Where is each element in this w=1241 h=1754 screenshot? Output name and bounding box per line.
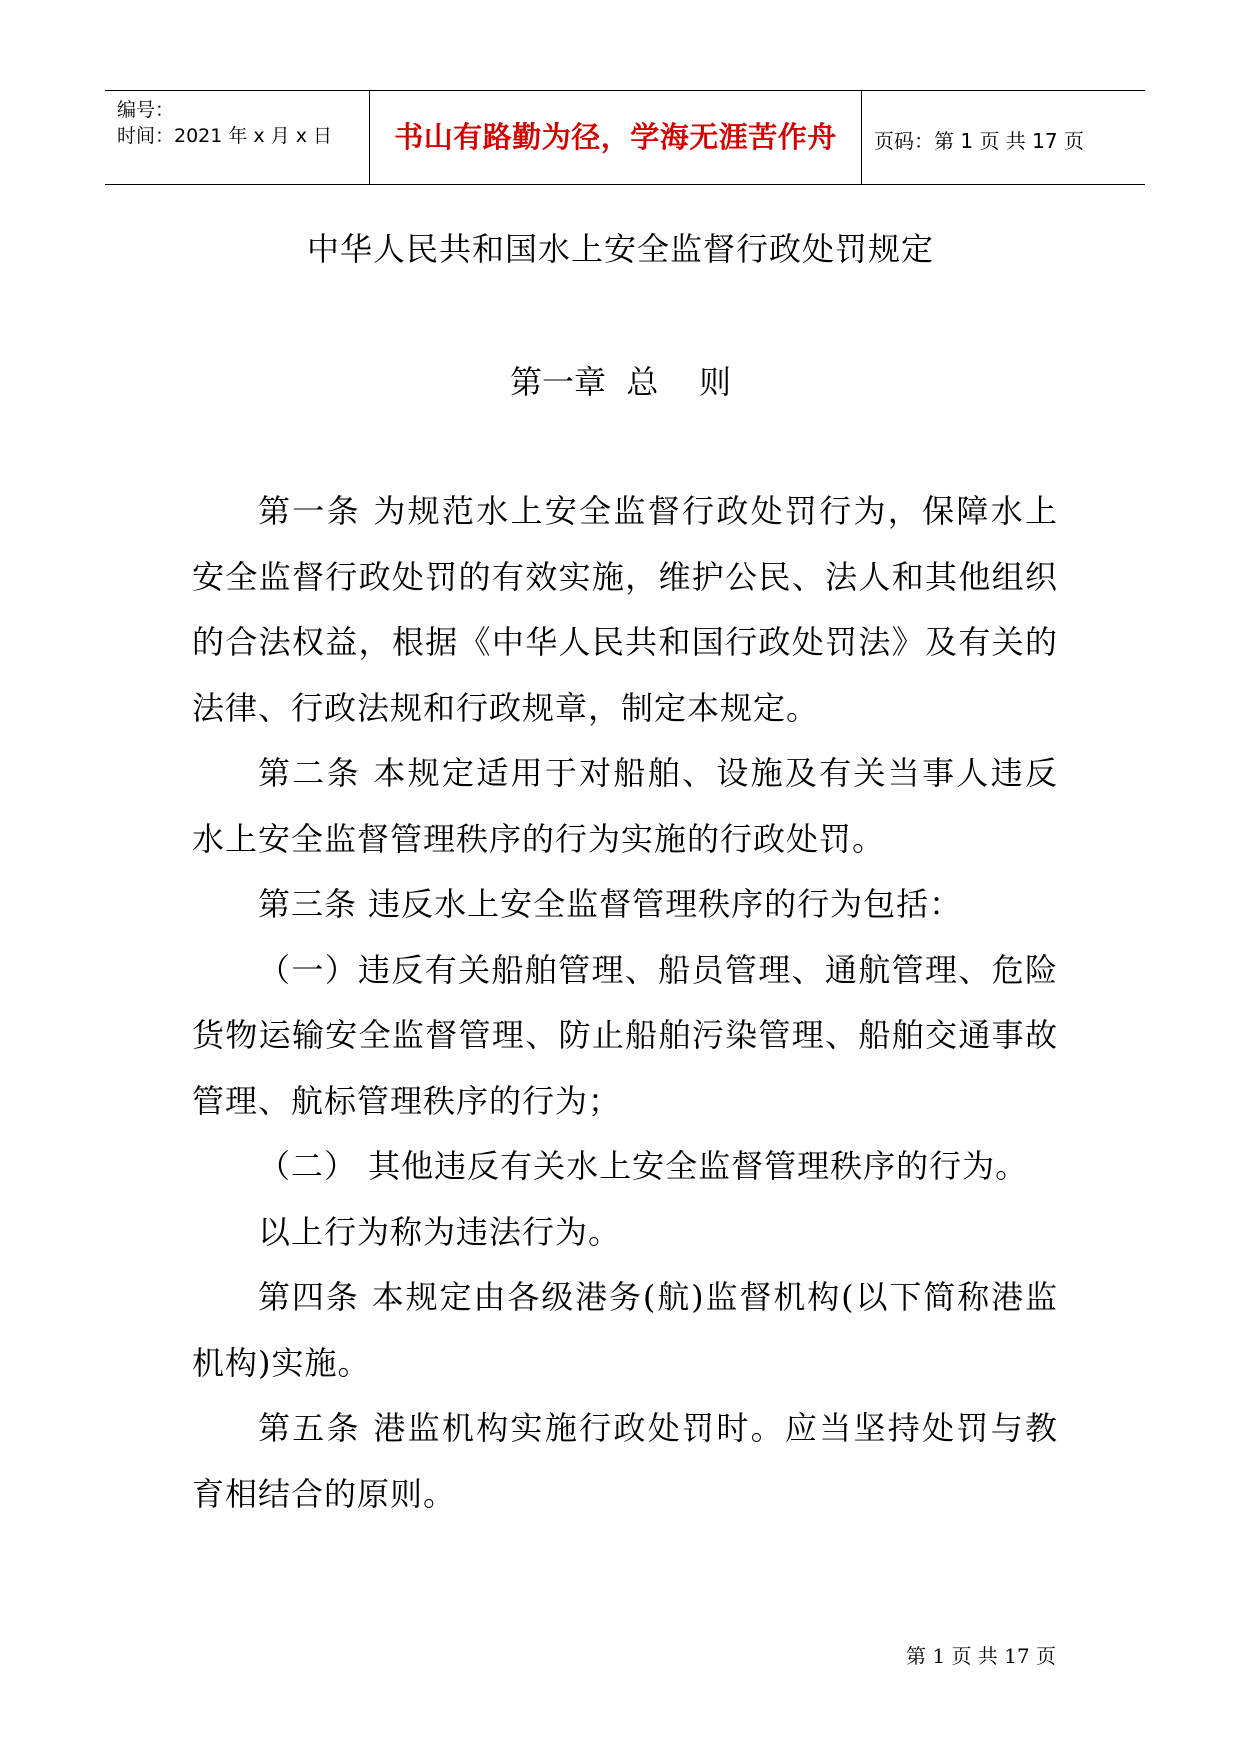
article-3-item-1: （一）违反有关船舶管理、船员管理、通航管理、危险货物运输安全监督管理、防止船舶污染管理、船舶交通事故管理、航标管理秩序的行为； [192, 950, 1058, 1120]
article-2: 第二条 本规定适用于对船舶、设施及有关当事人违反水上安全监督管理秩序的行为实施的行政处罚。 [192, 754, 1058, 858]
motto: 书山有路勤为径，学海无涯苦作舟 [394, 120, 837, 154]
time-label: 时间：2021 年 x 月 x 日 [117, 125, 333, 147]
header-meta-cell [105, 91, 370, 184]
article-3-item-2: （二） 其他违反有关水上安全监督管理秩序的行为。 [258, 1147, 1029, 1185]
article-1: 第一条 为规范水上安全监督行政处罚行为，保障水上安全监督行政处罚的有效实施，维护公民、法人和其他组织的合法权益，根据《中华人民共和国行政处罚法》及有关的法律、行政法规和行政规章，制定本规定。 [192, 492, 1058, 727]
header-table [105, 90, 1145, 185]
page-code: 页码：第 1 页 共 17 页 [874, 129, 1084, 153]
article-5: 第五条 港监机构实施行政处罚时。应当坚持处罚与教育相结合的原则。 [192, 1409, 1058, 1513]
page-footer: 第 1 页 共 17 页 [906, 1644, 1056, 1668]
article-3: 第三条 违反水上安全监督管理秩序的行为包括： [258, 885, 963, 923]
article-4: 第四条 本规定由各级港务(航)监督机构(以下简称港监机构)实施。 [192, 1278, 1058, 1382]
document-title: 中华人民共和国水上安全监督行政处罚规定 [306, 230, 934, 268]
document-body [192, 479, 1058, 1527]
header-motto-cell [370, 91, 862, 184]
chapter-heading: 第一章 总 则 [509, 363, 732, 401]
header-page-cell [862, 91, 1145, 184]
article-3-summary: 以上行为称为违法行为。 [258, 1212, 622, 1251]
number-label: 编号： [117, 99, 175, 121]
